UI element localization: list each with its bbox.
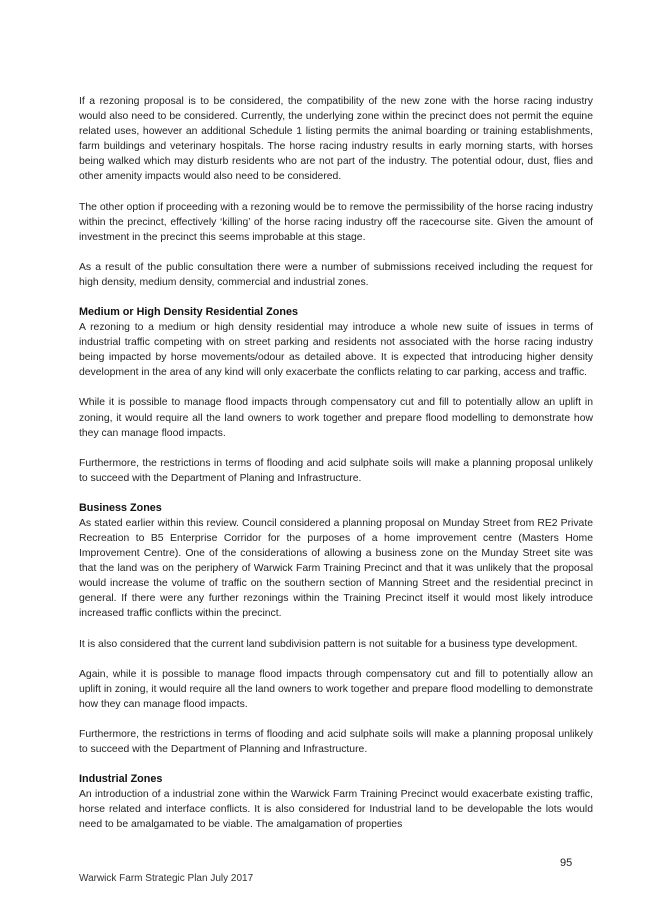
business-paragraph-4: Furthermore, the restrictions in terms of flooding and acid sulphate soils will make a planning proposal unlikely to succeed with the Department of Planning and Infrastructure. xyxy=(79,728,593,755)
intro-paragraph-3: As a result of the public consultation there were a number of submissions received including the request for high density, medium density, commercial and industrial zones. xyxy=(79,261,593,288)
business-paragraph-2: It is also considered that the current land subdivision pattern is not suitable for a business type development. xyxy=(79,638,578,650)
page-content xyxy=(79,94,593,832)
section-heading-industrial: Industrial Zones xyxy=(79,773,163,786)
page-number: 95 xyxy=(560,857,573,869)
page-footer: Warwick Farm Strategic Plan July 2017 xyxy=(79,873,254,884)
business-paragraph-1: As stated earlier within this review. Council considered a planning proposal on Munday Street from RE2 Private Recreation to B5 Enterprise Corridor for the purposes of a home improvement centre (Masters Home Improvement Centre). One of the considerations of allowing a business zone on the Munday Street site was that the land was on the periphery of Warwick Farm Training Precinct and that it was unlikely that the proposal would increase the volume of traffic on the southern section of Manning Street and the residential precinct in general. If there were any further rezonings within the Training Precinct itself it would most likely introduce increased traffic conflicts within the precinct. xyxy=(79,517,593,620)
intro-paragraph-1: If a rezoning proposal is to be considered, the compatibility of the new zone with the horse racing industry would also need to be considered. Currently, the underlying zone within the precinct does not permit the equine related uses, however an additional Schedule 1 listing permits the animal boarding or training establishments, farm buildings and veterinary hospitals. The horse racing industry results in early morning starts, with horses being walked which may disturb residents who are not part of the industry. The potential odour, dust, flies and other amenity impacts would also need to be considered. xyxy=(79,96,593,183)
business-paragraph-3: Again, while it is possible to manage flood impacts through compensatory cut and fill to potentially allow an uplift in zoning, it would require all the land owners to work together and prepare flood modelling to demonstrate how they can manage flood impacts. xyxy=(79,668,593,710)
section-heading-business: Business Zones xyxy=(79,501,162,514)
industrial-paragraph-1: An introduction of a industrial zone within the Warwick Farm Training Precinct would exacerbate existing traffic, horse related and interface conflicts. It is also considered for Industrial land to be developable the lots would need to be amalgamated to be viable. The amalgamation of properties xyxy=(79,789,593,831)
section-heading-residential: Medium or High Density Residential Zones xyxy=(79,306,298,319)
residential-paragraph-1: A rezoning to a medium or high density residential may introduce a whole new suite of issues in terms of industrial traffic competing with on street parking and residents not associated with the horse racing industry being impacted by horse movements/odour as detailed above. It is expected that introducing higher density development in the area of any kind will only exacerbate the conflicts relating to car parking, access and traffic. xyxy=(79,322,593,379)
residential-paragraph-2: While it is possible to manage flood impacts through compensatory cut and fill to potentially allow an uplift in zoning, it would require all the land owners to work together and prepare flood modelling to demonstrate how they can manage flood impacts. xyxy=(79,397,593,439)
intro-paragraph-2: The other option if proceeding with a rezoning would be to remove the permissibility of the horse racing industry within the precinct, effectively ‘killing’ of the horse racing industry off the racecourse site. Given the amount of investment in the precinct this seems improbable at this stage. xyxy=(79,201,593,243)
residential-paragraph-3: Furthermore, the restrictions in terms of flooding and acid sulphate soils will make a planning proposal unlikely to succeed with the Department of Planing and Infrastructure. xyxy=(79,457,593,484)
